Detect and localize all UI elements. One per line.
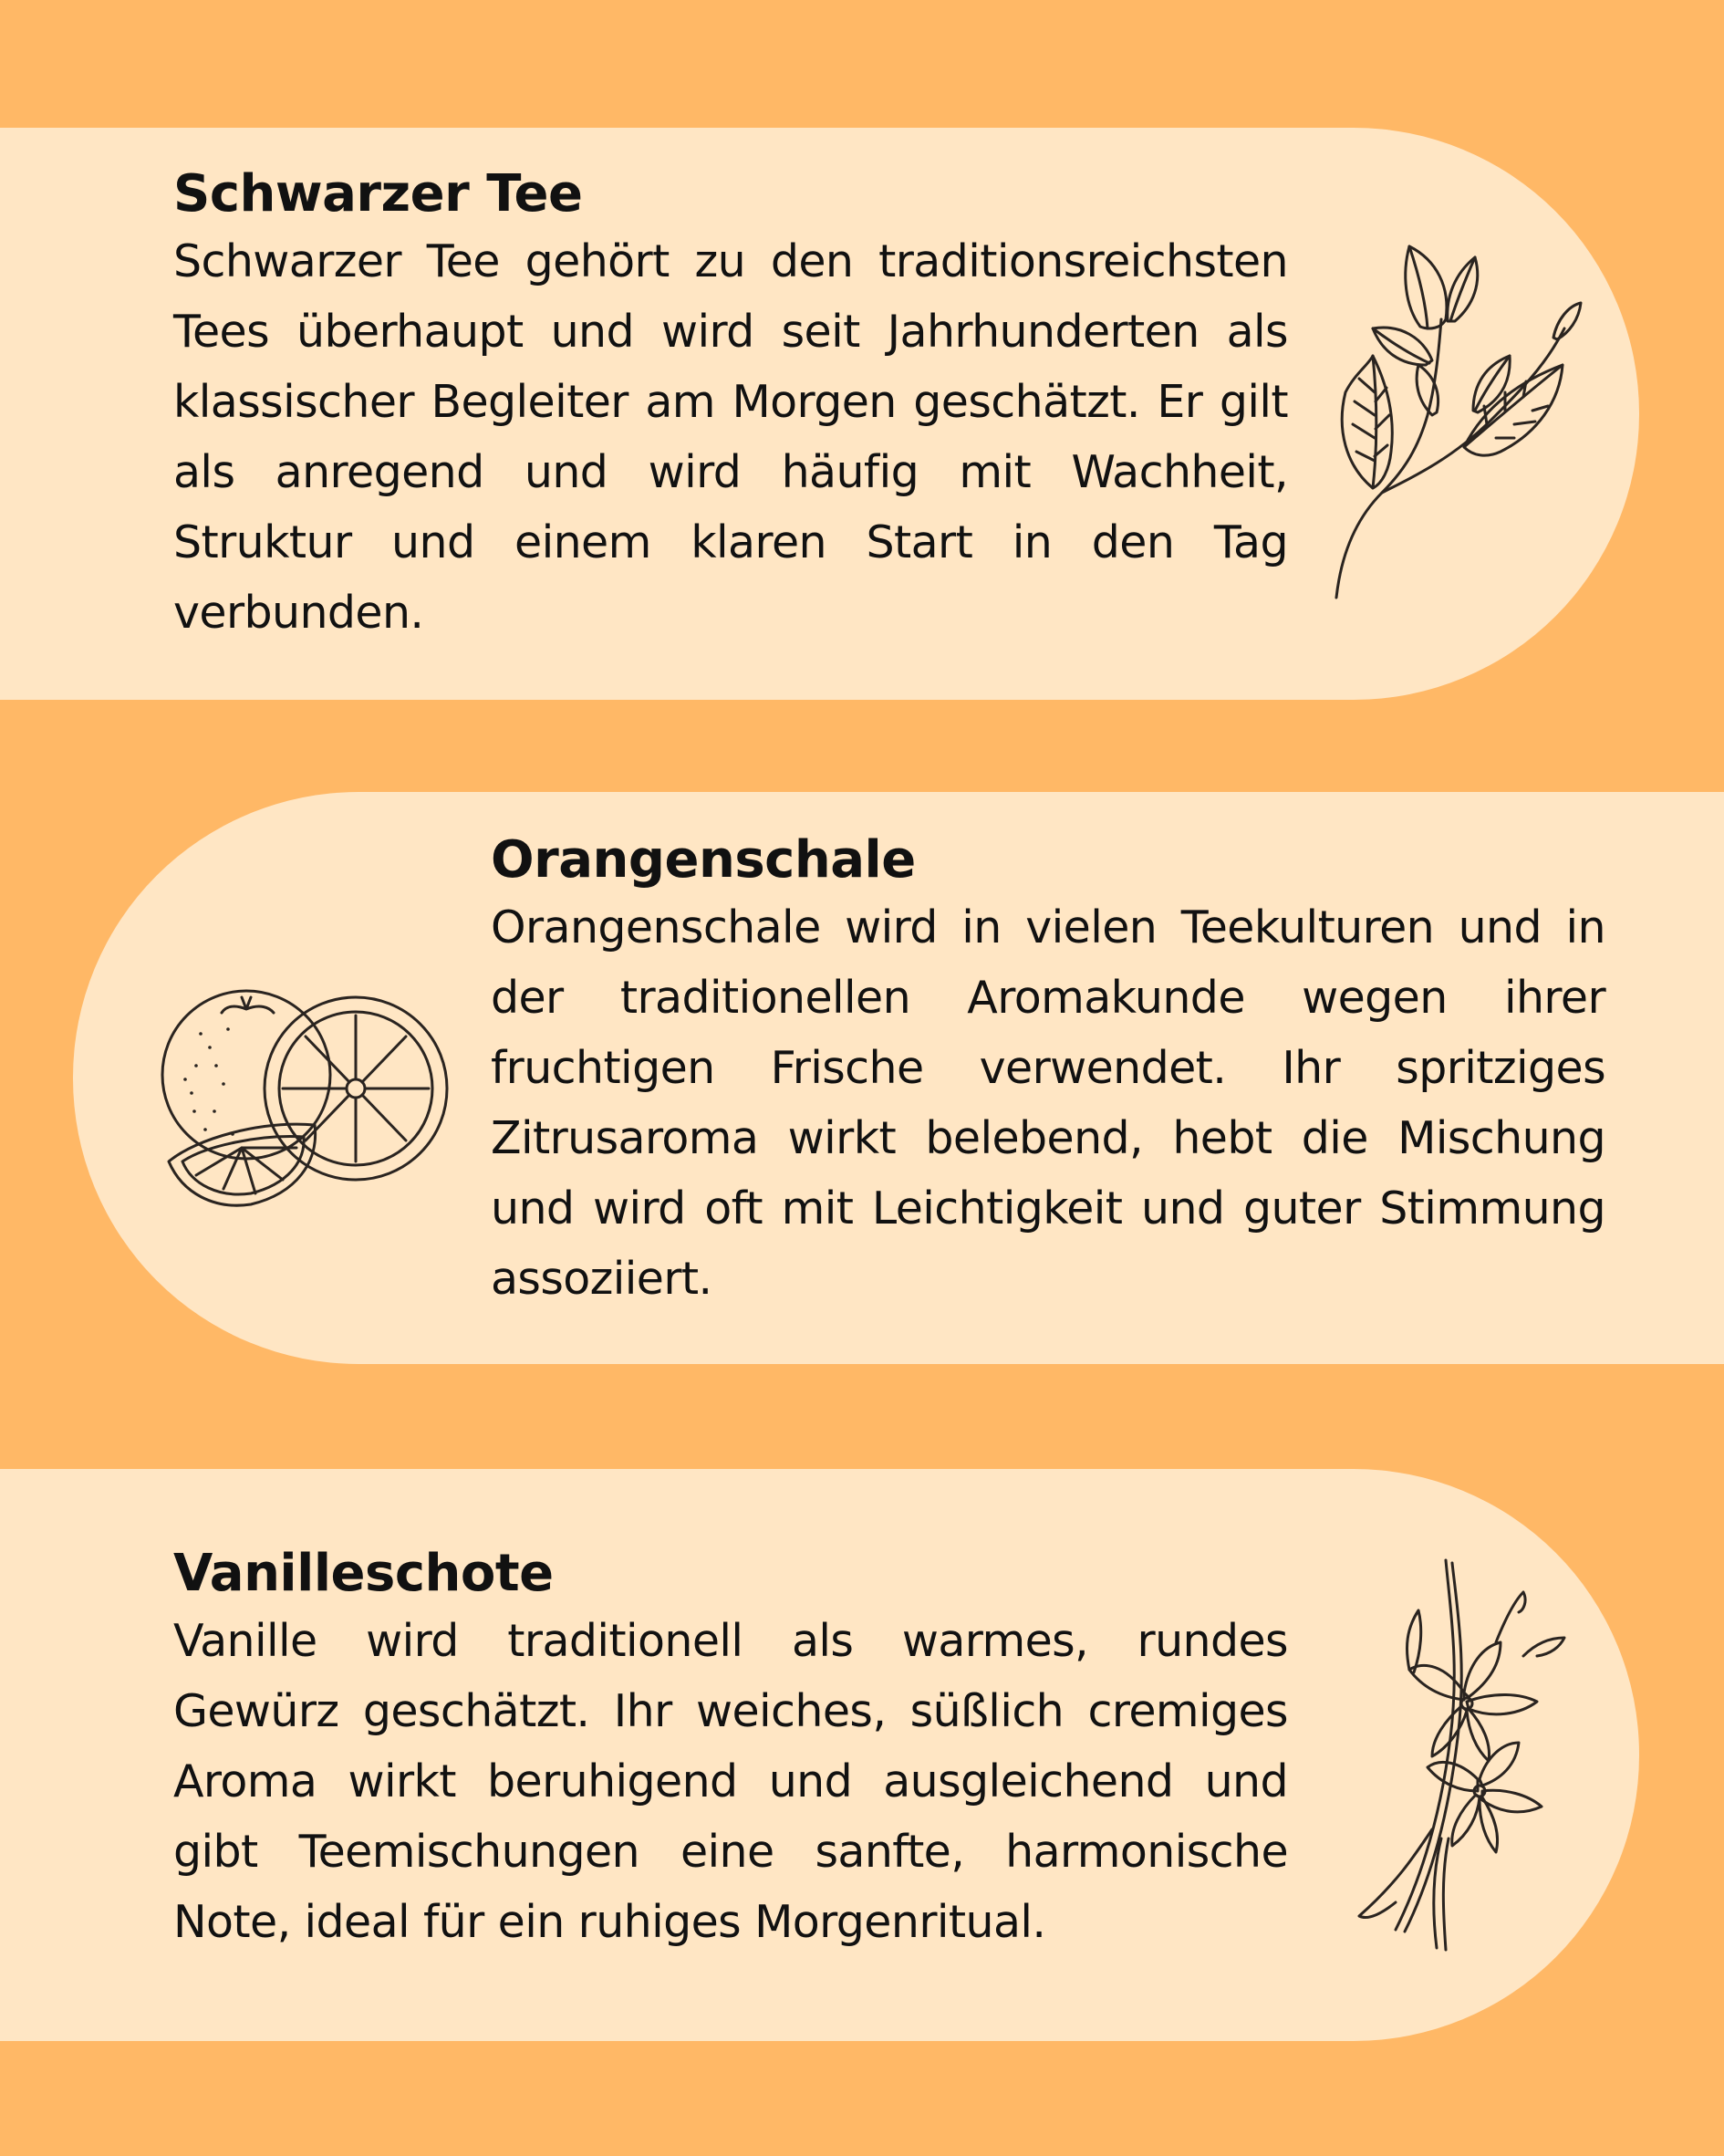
card-title: Vanilleschote (173, 1544, 554, 1603)
card-title: Schwarzer Tee (173, 164, 583, 224)
card-schwarzer-tee (0, 128, 1639, 700)
card-description: Orangenschale wird in vielen Teekulturen und in der traditionellen Aromakunde wegen ihrer fruchtigen Frische verwendet. Ihr spritziges Zitrusaroma wirkt belebend, hebt die Mischung und wird oft mit Leichtigkeit und guter Stimmung assoziiert. (491, 901, 1605, 1305)
tea-leaf-branch-icon (1318, 219, 1583, 602)
card-vanilleschote (0, 1469, 1639, 2041)
card-description: Vanille wird traditionell als warmes, rundes Gewürz geschätzt. Ihr weiches, süßlich cremiges Aroma wirkt beruhigend und ausgleichend und gibt Teemischungen eine sanfte, harmonische Note, ideal für ein ruhiges Morgenritual. (173, 1615, 1288, 1948)
card-orangenschale (73, 792, 1724, 1364)
card-text-block (173, 162, 1288, 648)
orange-slices-icon (160, 965, 461, 1212)
card-description: Schwarzer Tee gehört zu den traditionsreichsten Tees überhaupt und wird seit Jahrhunderten als klassischer Begleiter am Morgen geschätzt. Er gilt als anregend und wird häufig mit Wachheit, Struktur und einem klaren Start in den Tag verbunden. (173, 235, 1288, 639)
vanilla-flower-icon (1341, 1556, 1578, 1957)
card-text-block (173, 1542, 1288, 1957)
card-text-block (491, 828, 1605, 1314)
card-title: Orangenschale (491, 830, 916, 890)
